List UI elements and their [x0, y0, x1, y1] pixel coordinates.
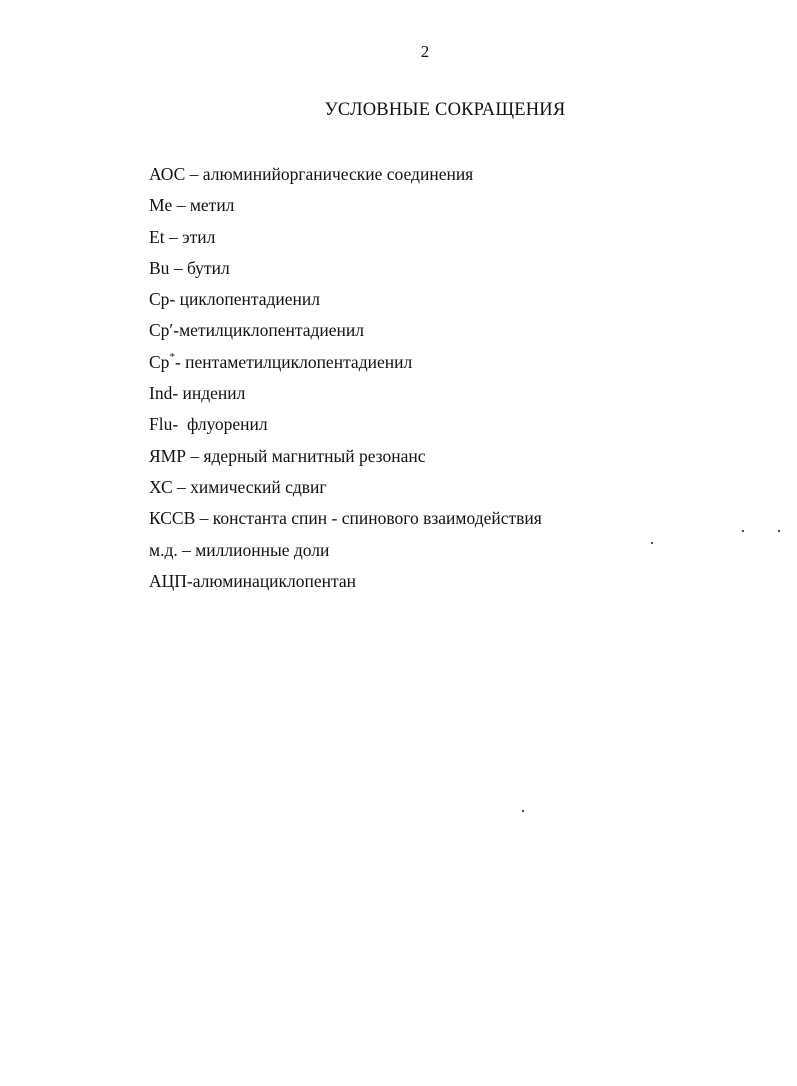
list-item [149, 257, 542, 288]
separator: – [185, 445, 204, 466]
abbreviation-term: АЦП [149, 570, 187, 591]
abbreviation-term: Bu [149, 257, 170, 278]
separator: – [172, 195, 190, 216]
separator: - [169, 289, 180, 310]
list-item [149, 288, 542, 319]
abbreviation-term: АОС [149, 164, 186, 184]
separator: - [174, 351, 186, 372]
abbreviation-term: Cp [149, 351, 170, 372]
abbreviation-definition: бутил [186, 257, 230, 278]
scan-speck [651, 542, 653, 544]
separator: – [169, 257, 187, 278]
superscript-mark: * [169, 350, 175, 363]
abbreviation-definition: константа спин - спинового взаимодействия [212, 508, 542, 529]
abbreviation-definition: ядерный магнитный резонанс [203, 445, 426, 466]
list-item [149, 445, 542, 476]
list-item [149, 351, 542, 382]
abbreviation-term: Et [149, 226, 165, 247]
scan-speck [522, 810, 524, 812]
abbreviation-term: м.д. [149, 539, 178, 560]
abbreviation-definition: метилциклопентадиенил [179, 320, 365, 341]
abbreviation-definition: метил [189, 195, 235, 216]
abbreviation-term: ЯМР [149, 445, 186, 466]
abbreviation-definition: химический сдвиг [190, 476, 327, 497]
list-item [149, 226, 542, 257]
abbreviation-term: КССВ [149, 508, 196, 529]
list-item [149, 194, 542, 225]
scan-speck [778, 530, 780, 532]
list-item [149, 319, 542, 350]
list-item [149, 570, 542, 601]
list-item [149, 163, 542, 194]
list-item [149, 476, 542, 507]
list-item [149, 507, 542, 538]
abbreviation-definition: циклопентадиенил [179, 289, 320, 310]
abbreviation-term: Ind [149, 383, 173, 404]
separator: – [164, 226, 183, 247]
separator: - [172, 383, 183, 404]
abbreviation-term: Flu [149, 414, 173, 435]
abbreviation-term: Me [149, 195, 173, 216]
list-item [149, 539, 542, 570]
separator: – [185, 164, 203, 184]
abbreviation-definition: алюминийорганические соединения [202, 164, 474, 184]
page-number: 2 [420, 42, 430, 61]
page-title: УСЛОВНЫЕ СОКРАЩЕНИЯ [324, 100, 566, 120]
list-item [149, 413, 542, 444]
abbreviation-definition: алюминациклопентан [192, 570, 357, 591]
abbreviation-term: ХС [149, 476, 173, 497]
abbreviation-term: Cp′ [149, 320, 174, 341]
separator: – [177, 539, 196, 560]
abbreviation-definition: инденил [182, 383, 246, 404]
separator: – [195, 508, 213, 529]
abbreviation-definition: этил [182, 226, 216, 247]
abbreviation-term: Cp [149, 289, 170, 310]
abbreviation-definition: пентаметилциклопентадиенил [185, 351, 413, 372]
scan-speck [742, 530, 744, 532]
abbreviation-definition: флуоренил [186, 414, 268, 435]
separator: – [172, 476, 191, 497]
separator: - [173, 320, 180, 341]
abbreviation-definition: миллионные доли [195, 539, 330, 560]
separator: - [186, 570, 193, 591]
list-item [149, 382, 542, 413]
abbreviation-list [149, 163, 542, 601]
separator: - [172, 414, 187, 435]
